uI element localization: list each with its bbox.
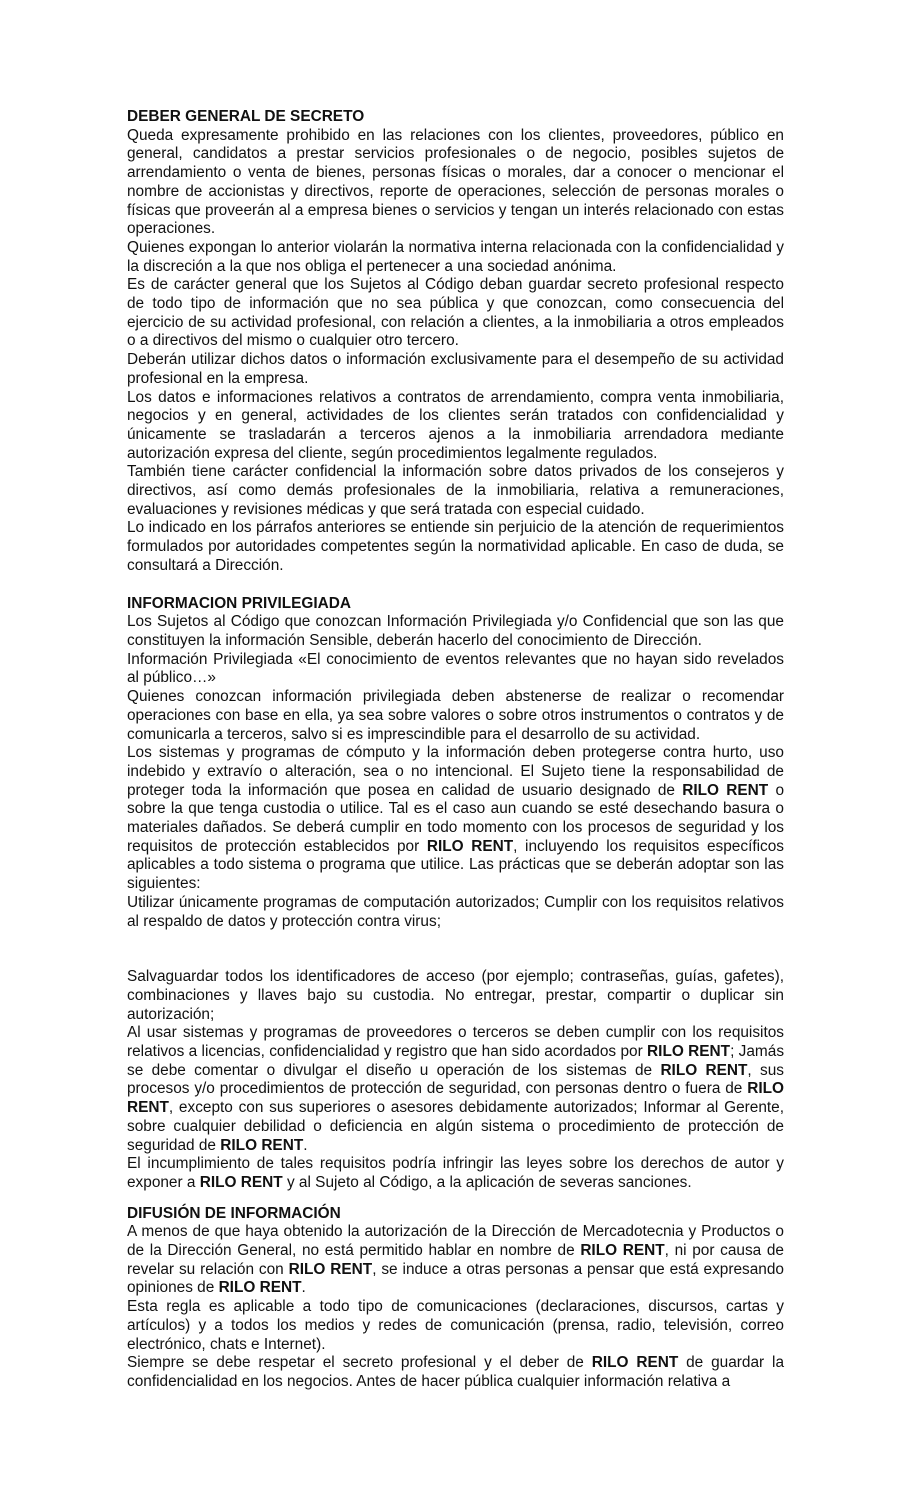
company-name: RILO RENT xyxy=(199,1173,283,1191)
paragraph-text: y al Sujeto al Código, a la aplicación de severas sanciones. xyxy=(282,1173,692,1191)
paragraph xyxy=(127,688,784,744)
company-name: RILO RENT xyxy=(127,1080,784,1117)
company-name: RILO RENT xyxy=(660,1061,748,1079)
paragraph-text: A menos de que haya obtenido la autorización de la Dirección de Mercadotecnia y Productos o de la Dirección General, no está permitido hablar en nombre de xyxy=(127,1223,784,1260)
paragraph xyxy=(127,894,784,931)
paragraph xyxy=(127,389,784,464)
paragraph-text: Los datos e informaciones relativos a contratos de arrendamiento, compra venta inmobiliaria, negocios y en general, actividades de los clientes serán tratados con confidencialidad y únicamente se trasladarán a terceros ajenos a la inmobiliaria arrendadora mediante autorización expresa del cliente, según procedimientos legalmente regulados. xyxy=(127,388,784,462)
paragraph-text: También tiene carácter confidencial la información sobre datos privados de los consejeros y directivos, así como demás profesionales de la inmobiliaria, relativa a remuneraciones, evaluaciones y revisiones médicas y que será tratada con especial cuidado. xyxy=(127,463,784,518)
company-name: RILO RENT xyxy=(580,1242,665,1260)
company-name: RILO RENT xyxy=(218,1279,302,1297)
paragraph-text: , incluyendo los requisitos específicos aplicables a todo sistema o programa que utilice. Las prácticas que se deberán adoptar son las siguientes: xyxy=(127,837,784,893)
paragraph-text: Los Sujetos al Código que conozcan Información Privilegiada y/o Confidencial que son las que constituyen la información Sensible, deberán hacerlo del conocimiento de Dirección. xyxy=(127,613,784,649)
paragraph xyxy=(127,276,784,351)
paragraph-text: Es de carácter general que los Sujetos al Código deban guardar secreto profesional respecto de todo tipo de información que no sea pública y que conozcan, como consecuencia del ejercicio de su actividad profesional, con relación a clientes, a la inmobiliaria a otros empleados o a directivos del mismo o cualquier otro tercero. xyxy=(127,276,784,350)
paragraph-text: Queda expresamente prohibido en las relaciones con los clientes, proveedores, público en general, candidatos a prestar servicios profesionales o de negocio, posibles sujetos de arrendamiento o venta de bienes, personas físicas o morales, dar a conocer o mencionar el nombre de accionistas y directivos, reporte de operaciones, selección de personas morales o físicas que proveerán al a empresa bienes o servicios y tengan un interés relacionado con estas operaciones. xyxy=(127,126,784,238)
paragraph xyxy=(127,651,784,688)
paragraph-text: de guardar la confidencialidad en los negocios. Antes de hacer pública cualquier información relativa a xyxy=(127,1354,784,1390)
document-body xyxy=(127,108,784,1392)
paragraph xyxy=(127,1354,784,1391)
paragraph xyxy=(127,744,784,894)
paragraph-text: Al usar sistemas y programas de proveedores o terceros se deben cumplir con los requisitos relativos a licencias, confidencialidad y registro que han sido acordados por xyxy=(127,1024,784,1061)
paragraph-text: Quienes expongan lo anterior violarán la normativa interna relacionada con la confidencialidad y la discreción a la que nos obliga el pertenecer a una sociedad anónima. xyxy=(127,238,784,275)
paragraph xyxy=(127,1155,784,1192)
paragraph xyxy=(127,613,784,650)
company-name: RILO RENT xyxy=(288,1260,373,1278)
company-name: RILO RENT xyxy=(682,781,769,799)
paragraph-text: Información Privilegiada «El conocimiento de eventos relevantes que no hayan sido revelados al público…» xyxy=(127,650,784,687)
paragraph-text: Siempre se debe respetar el secreto profesional y el deber de xyxy=(127,1354,592,1372)
company-name: RILO RENT xyxy=(591,1354,679,1372)
paragraph-text: Deberán utilizar dichos datos o información exclusivamente para el desempeño de su actividad profesional en la empresa. xyxy=(127,351,784,387)
paragraph-text: , sus procesos y/o procedimientos de protección de seguridad, con personas dentro o fuera de xyxy=(127,1061,784,1098)
paragraph-text: ; Jamás se debe comentar o divulgar el diseño u operación de los sistemas de xyxy=(127,1043,785,1079)
paragraph-text: , ni por causa de revelar su relación con xyxy=(127,1242,784,1278)
section-3 xyxy=(127,1205,784,1392)
paragraph xyxy=(127,1223,784,1298)
paragraph xyxy=(127,1024,784,1155)
company-name: RILO RENT xyxy=(426,837,514,855)
paragraph xyxy=(127,519,784,575)
paragraph-text: o sobre la que tenga custodia o utilice. Tal es el caso aun cuando se esté desechando basura o materiales dañados. Se deberá cumplir en todo momento con los procesos de seguridad y los requisitos de protección establecidos por xyxy=(127,781,785,855)
paragraph-text: Los sistemas y programas de cómputo y la información deben protegerse contra hurto, uso indebido y extravío o alteración, sea o no intencional. El Sujeto tiene la responsabilidad de proteger toda la información que posea en calidad de usuario designado de xyxy=(127,744,784,799)
paragraph-text: Esta regla es aplicable a todo tipo de comunicaciones (declaraciones, discursos, cartas y artículos) y a todos los medios y redes de comunicación (prensa, radio, televisión, correo electrónico, chats e Internet). xyxy=(127,1298,784,1353)
section-1 xyxy=(127,108,784,576)
paragraph xyxy=(127,1298,784,1354)
company-name: RILO RENT xyxy=(220,1136,304,1154)
paragraph xyxy=(127,239,784,276)
paragraph-text: . xyxy=(303,1136,308,1154)
section-heading: INFORMACION PRIVILEGIADA xyxy=(127,594,352,612)
paragraph-text: . xyxy=(301,1279,306,1297)
company-name: RILO RENT xyxy=(647,1043,731,1061)
paragraph xyxy=(127,351,784,388)
paragraph xyxy=(127,127,784,239)
paragraph-text: , se induce a otras personas a pensar que está expresando opiniones de xyxy=(127,1260,784,1297)
section-2 xyxy=(127,595,784,1193)
paragraph-text: Lo indicado en los párrafos anteriores se entiende sin perjuicio de la atención de requerimientos formulados por autoridades competentes según la normatividad aplicable. En caso de duda, se consultará a Dirección. xyxy=(127,519,784,574)
paragraph xyxy=(127,463,784,519)
paragraph-text: Quienes conozcan información privilegiada deben abstenerse de realizar o recomendar operaciones con base en ella, ya sea sobre valores o sobre otros instrumentos o contratos y de comunicarla a terceros, salvo si es imprescindible para el desarrollo de su actividad. xyxy=(127,688,784,743)
paragraph-text: Salvaguardar todos los identificadores de acceso (por ejemplo; contraseñas, guías, gafetes), combinaciones y llaves bajo su custodia. No entregar, prestar, compartir o duplicar sin autorización; xyxy=(127,968,784,1023)
paragraph-text: El incumplimiento de tales requisitos podría infringir las leyes sobre los derechos de autor y exponer a xyxy=(127,1155,784,1191)
section-heading: DEBER GENERAL DE SECRETO xyxy=(127,108,365,125)
paragraph-text: , excepto con sus superiores o asesores debidamente autorizados; Informar al Gerente, sobre cualquier debilidad o deficiencia en algún sistema o procedimiento de protección de seguridad de xyxy=(127,1099,784,1154)
section-heading: DIFUSIÓN DE INFORMACIÓN xyxy=(127,1204,341,1222)
paragraph-text: Utilizar únicamente programas de computación autorizados; Cumplir con los requisitos relativos al respaldo de datos y protección contra virus; xyxy=(127,893,784,930)
paragraph xyxy=(127,968,784,1024)
